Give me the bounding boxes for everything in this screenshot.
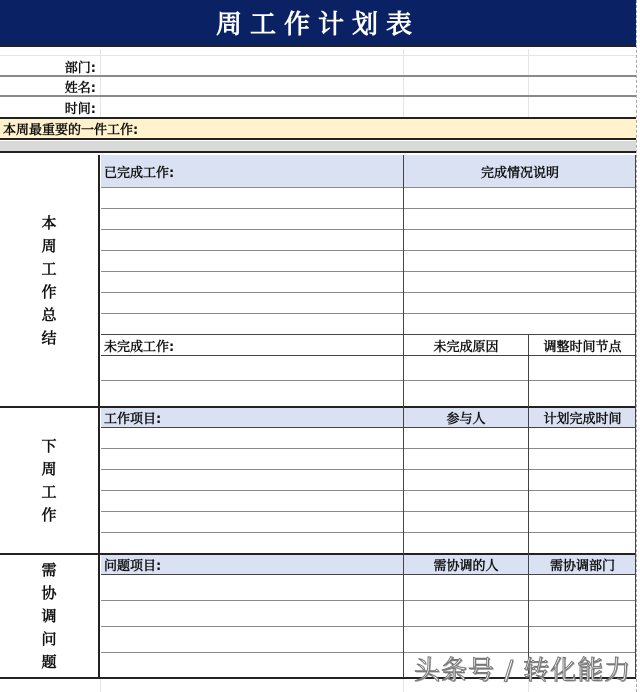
- spacer-row: [0, 49, 636, 56]
- page-break-line: [636, 0, 637, 692]
- name-label: 姓名:: [64, 80, 96, 96]
- column-divider: [528, 408, 529, 677]
- next-week-row[interactable]: [101, 470, 636, 491]
- next-week-row[interactable]: [101, 491, 636, 512]
- completed-work-header: 已完成工作:: [101, 155, 403, 188]
- table-right-border: [635, 155, 636, 677]
- column-divider: [528, 335, 529, 407]
- uncompleted-row[interactable]: [101, 356, 636, 381]
- uncompleted-work-header: 未完成工作:: [101, 335, 403, 356]
- coordinate-dept-header: 需协调部门: [529, 555, 636, 575]
- coordination-row[interactable]: [101, 575, 636, 601]
- section-label-coordination: 需 协 调 问 题: [0, 555, 100, 678]
- sheet-title: 周工作计划表: [0, 0, 636, 47]
- planned-finish-header: 计划完成时间: [529, 408, 636, 428]
- watermark: 头条号 / 转化能力: [414, 656, 632, 686]
- next-week-row[interactable]: [101, 449, 636, 470]
- next-week-row[interactable]: [101, 533, 636, 554]
- completed-row[interactable]: [101, 293, 636, 314]
- most-important-work-row[interactable]: [0, 119, 636, 140]
- time-label: 时间:: [64, 101, 96, 117]
- uncompleted-row[interactable]: [101, 381, 636, 407]
- name-input[interactable]: [101, 77, 636, 95]
- completion-notes-header: 完成情况说明: [404, 155, 636, 188]
- completed-row[interactable]: [101, 251, 636, 272]
- time-row: [0, 97, 636, 119]
- department-label: 部门:: [64, 60, 96, 76]
- name-row: [0, 77, 636, 97]
- adjust-time-header: 调整时间节点: [529, 335, 636, 356]
- completed-row[interactable]: [101, 188, 636, 209]
- uncompleted-reason-header: 未完成原因: [404, 335, 528, 356]
- time-input[interactable]: [101, 97, 636, 117]
- department-input[interactable]: [101, 57, 636, 75]
- completed-row[interactable]: [101, 272, 636, 293]
- completed-row[interactable]: [101, 230, 636, 251]
- separator-bar: [0, 141, 636, 153]
- department-row: [0, 57, 636, 77]
- next-week-row[interactable]: [101, 428, 636, 449]
- gridline: [100, 679, 101, 692]
- issue-item-header: 问题项目:: [101, 555, 403, 575]
- participants-header: 参与人: [404, 408, 528, 428]
- coordination-row[interactable]: [101, 601, 636, 627]
- next-week-row[interactable]: [101, 512, 636, 533]
- most-important-work-label: 本周最重要的一件工作:: [3, 123, 139, 138]
- column-divider: [403, 155, 404, 677]
- completed-row[interactable]: [101, 314, 636, 335]
- coordinate-person-header: 需协调的人: [404, 555, 528, 575]
- gridline: [403, 679, 404, 692]
- section-label-next-week: 下 周 工 作: [0, 408, 100, 554]
- completed-row[interactable]: [101, 209, 636, 230]
- section-label-this-week: 本 周 工 作 总 结: [0, 155, 100, 407]
- work-item-header: 工作项目:: [101, 408, 403, 428]
